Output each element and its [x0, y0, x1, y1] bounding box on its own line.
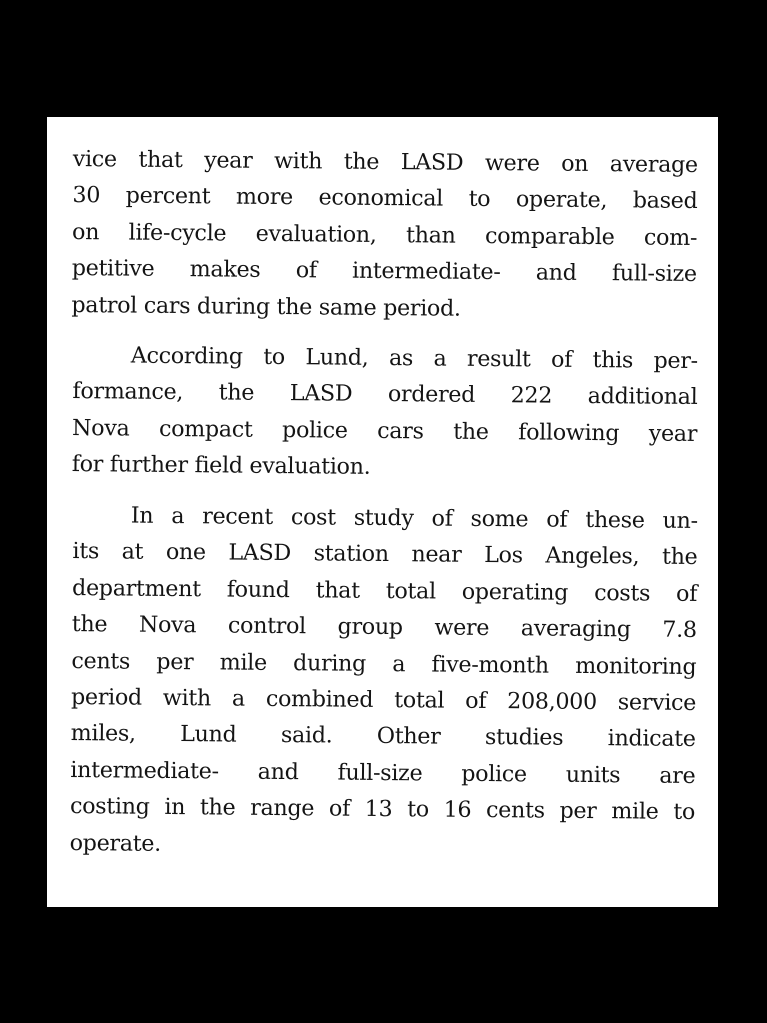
text-line: vice that year with the LASD were on average — [72, 145, 698, 178]
article-paragraph — [71, 141, 698, 329]
text-line: According to Lund, as a result of this per- — [130, 342, 698, 375]
text-line: costing in the range of 13 to 16 cents per mile to — [69, 792, 696, 825]
text-line: department found that total operating costs of — [72, 574, 698, 607]
text-line: on life-cycle evaluation, than comparable com- — [72, 218, 698, 251]
text-line: operate. — [69, 829, 162, 857]
text-line: Nova compact police cars the following year — [72, 414, 698, 447]
article-paragraph — [70, 497, 698, 867]
text-line: the Nova control group were averaging 7.8 — [71, 610, 697, 643]
newspaper-clipping — [47, 117, 718, 907]
text-line: formance, the LASD ordered 222 additional — [72, 378, 698, 411]
text-line: patrol cars during the same period. — [71, 291, 461, 322]
text-line: intermediate- and full-size police units are — [70, 756, 696, 789]
text-line: cents per mile during a five-month monitoring — [71, 647, 697, 680]
text-line: petitive makes of intermediate- and full-size — [71, 255, 697, 288]
text-line: for further field evaluation. — [71, 451, 371, 481]
text-line: 30 percent more economical to operate, based — [72, 182, 698, 215]
text-line: period with a combined total of 208,000 service — [70, 683, 697, 716]
article-paragraph — [72, 337, 698, 489]
text-line: In a recent cost study of some of these un- — [130, 502, 698, 534]
text-line: miles, Lund said. Other studies indicate — [70, 720, 696, 753]
text-line: its at one LASD station near Los Angeles, the — [72, 538, 698, 571]
